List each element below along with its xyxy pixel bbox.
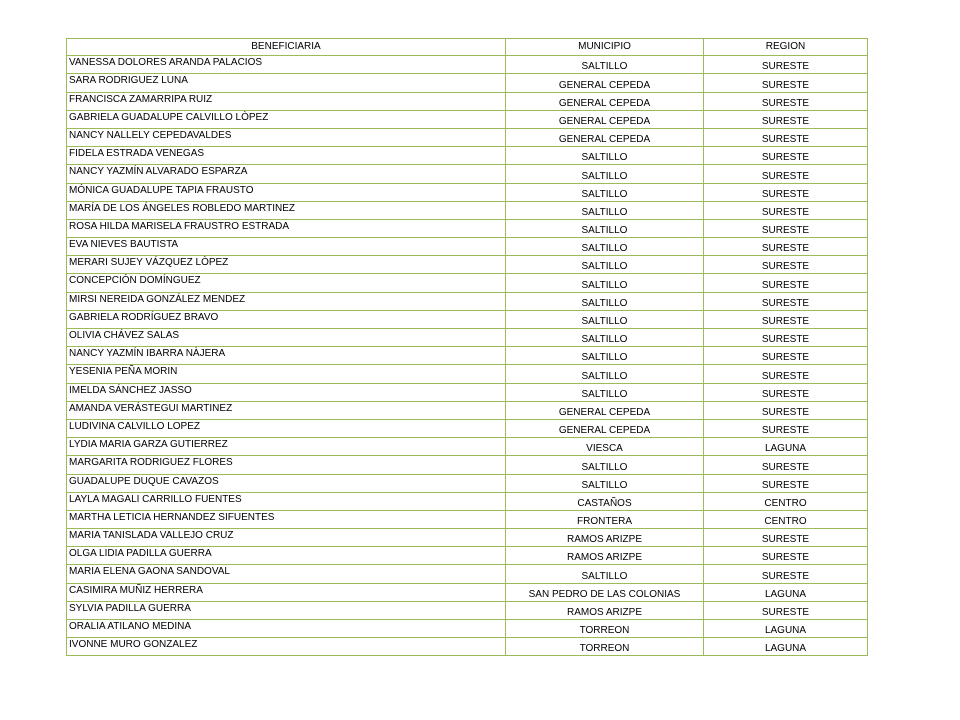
municipio-cell: SALTILLO <box>506 383 704 401</box>
beneficiaria-cell: EVA NIEVES BAUTISTA <box>67 238 506 256</box>
region-cell: LAGUNA <box>704 620 868 638</box>
beneficiaria-cell: GABRIELA RODRÍGUEZ BRAVO <box>67 310 506 328</box>
table-row <box>67 238 868 256</box>
region-cell: SURESTE <box>704 201 868 219</box>
table-row <box>67 474 868 492</box>
header-row <box>67 39 868 56</box>
region-cell: SURESTE <box>704 165 868 183</box>
table-row <box>67 565 868 583</box>
region-cell: SURESTE <box>704 56 868 74</box>
table-row <box>67 583 868 601</box>
municipio-cell: SALTILLO <box>506 219 704 237</box>
municipio-cell: GENERAL CEPEDA <box>506 401 704 419</box>
region-cell: LAGUNA <box>704 583 868 601</box>
table-row <box>67 419 868 437</box>
beneficiaria-cell: MÓNICA GUADALUPE TAPIA FRAUSTO <box>67 183 506 201</box>
municipio-cell: SALTILLO <box>506 56 704 74</box>
table-row <box>67 365 868 383</box>
beneficiaria-cell: MERARI SUJEY VÁZQUEZ LÒPEZ <box>67 256 506 274</box>
municipio-cell: SALTILLO <box>506 565 704 583</box>
table-row <box>67 620 868 638</box>
table-row <box>67 383 868 401</box>
municipio-cell: CASTAÑOS <box>506 492 704 510</box>
municipio-cell: SAN PEDRO DE LAS COLONIAS <box>506 583 704 601</box>
beneficiaria-cell: MARÍA DE LOS ÁNGELES ROBLEDO MARTINEZ <box>67 201 506 219</box>
table-row <box>67 347 868 365</box>
region-cell: SURESTE <box>704 419 868 437</box>
beneficiaries-sheet <box>66 38 866 656</box>
municipio-cell: VIESCA <box>506 438 704 456</box>
table-row <box>67 638 868 656</box>
header-region: REGION <box>704 39 868 56</box>
table-row <box>67 110 868 128</box>
table-row <box>67 492 868 510</box>
beneficiaria-cell: NANCY YAZMÍN IBARRA NÀJERA <box>67 347 506 365</box>
region-cell: SURESTE <box>704 292 868 310</box>
table-row <box>67 547 868 565</box>
municipio-cell: SALTILLO <box>506 183 704 201</box>
region-cell: SURESTE <box>704 529 868 547</box>
beneficiaria-cell: LUDIVINA CALVILLO LOPEZ <box>67 419 506 437</box>
table-row <box>67 128 868 146</box>
table-row <box>67 310 868 328</box>
municipio-cell: SALTILLO <box>506 310 704 328</box>
table-row <box>67 510 868 528</box>
region-cell: SURESTE <box>704 456 868 474</box>
beneficiaria-cell: MARIA TANISLADA VALLEJO CRUZ <box>67 529 506 547</box>
beneficiaria-cell: AMANDA VERÁSTEGUI MARTINEZ <box>67 401 506 419</box>
table-row <box>67 92 868 110</box>
region-cell: LAGUNA <box>704 638 868 656</box>
region-cell: SURESTE <box>704 256 868 274</box>
beneficiaria-cell: GABRIELA GUADALUPE CALVILLO LÒPEZ <box>67 110 506 128</box>
beneficiaria-cell: MARIA ELENA GAONA SANDOVAL <box>67 565 506 583</box>
region-cell: SURESTE <box>704 474 868 492</box>
region-cell: SURESTE <box>704 147 868 165</box>
region-cell: SURESTE <box>704 128 868 146</box>
municipio-cell: TORREON <box>506 620 704 638</box>
table-row <box>67 438 868 456</box>
municipio-cell: SALTILLO <box>506 456 704 474</box>
beneficiaria-cell: IVONNE MURO GONZALEZ <box>67 638 506 656</box>
region-cell: SURESTE <box>704 365 868 383</box>
table-row <box>67 601 868 619</box>
region-cell: SURESTE <box>704 238 868 256</box>
beneficiaria-cell: VANESSA DOLORES ARANDA PALACIOS <box>67 56 506 74</box>
beneficiaria-cell: CONCEPCIÓN DOMÍNGUEZ <box>67 274 506 292</box>
region-cell: CENTRO <box>704 492 868 510</box>
table-row <box>67 401 868 419</box>
municipio-cell: RAMOS ARIZPE <box>506 601 704 619</box>
region-cell: SURESTE <box>704 383 868 401</box>
beneficiaria-cell: IMELDA SÁNCHEZ JASSO <box>67 383 506 401</box>
region-cell: SURESTE <box>704 601 868 619</box>
table-row <box>67 219 868 237</box>
municipio-cell: SALTILLO <box>506 365 704 383</box>
municipio-cell: SALTILLO <box>506 165 704 183</box>
region-cell: SURESTE <box>704 565 868 583</box>
table-row <box>67 329 868 347</box>
table-row <box>67 56 868 74</box>
table-row <box>67 165 868 183</box>
beneficiaria-cell: LYDIA MARIA GARZA GUTIERREZ <box>67 438 506 456</box>
table-row <box>67 456 868 474</box>
beneficiaria-cell: ORALIA ATILANO MEDINA <box>67 620 506 638</box>
table-row <box>67 274 868 292</box>
region-cell: SURESTE <box>704 401 868 419</box>
region-cell: CENTRO <box>704 510 868 528</box>
region-cell: SURESTE <box>704 74 868 92</box>
beneficiaria-cell: MARGARITA RODRIGUEZ FLORES <box>67 456 506 474</box>
table-row <box>67 183 868 201</box>
region-cell: LAGUNA <box>704 438 868 456</box>
region-cell: SURESTE <box>704 110 868 128</box>
region-cell: SURESTE <box>704 274 868 292</box>
beneficiaria-cell: YESENIA PEÑA MORIN <box>67 365 506 383</box>
beneficiaria-cell: OLIVIA CHÁVEZ SALAS <box>67 329 506 347</box>
municipio-cell: SALTILLO <box>506 256 704 274</box>
municipio-cell: GENERAL CEPEDA <box>506 92 704 110</box>
table-row <box>67 147 868 165</box>
beneficiaria-cell: CASIMIRA MUÑIZ HERRERA <box>67 583 506 601</box>
beneficiaria-cell: SYLVIA PADILLA GUERRA <box>67 601 506 619</box>
region-cell: SURESTE <box>704 183 868 201</box>
table-row <box>67 256 868 274</box>
municipio-cell: RAMOS ARIZPE <box>506 547 704 565</box>
region-cell: SURESTE <box>704 310 868 328</box>
table-row <box>67 292 868 310</box>
municipio-cell: SALTILLO <box>506 474 704 492</box>
municipio-cell: TORREON <box>506 638 704 656</box>
municipio-cell: RAMOS ARIZPE <box>506 529 704 547</box>
municipio-cell: FRONTERA <box>506 510 704 528</box>
municipio-cell: SALTILLO <box>506 347 704 365</box>
region-cell: SURESTE <box>704 92 868 110</box>
region-cell: SURESTE <box>704 347 868 365</box>
beneficiaria-cell: GUADALUPE DUQUE CAVAZOS <box>67 474 506 492</box>
municipio-cell: GENERAL CEPEDA <box>506 419 704 437</box>
beneficiaries-table <box>66 38 868 656</box>
beneficiaria-cell: NANCY YAZMÍN ALVARADO ESPARZA <box>67 165 506 183</box>
beneficiaria-cell: FRANCISCA ZAMARRIPA RUIZ <box>67 92 506 110</box>
beneficiaria-cell: OLGA LIDIA PADILLA GUERRA <box>67 547 506 565</box>
region-cell: SURESTE <box>704 329 868 347</box>
municipio-cell: SALTILLO <box>506 147 704 165</box>
beneficiaria-cell: MIRSI NEREIDA GONZÁLEZ MENDEZ <box>67 292 506 310</box>
beneficiaria-cell: SARA RODRIGUEZ LUNA <box>67 74 506 92</box>
table-row <box>67 529 868 547</box>
municipio-cell: GENERAL CEPEDA <box>506 110 704 128</box>
region-cell: SURESTE <box>704 547 868 565</box>
beneficiaria-cell: NANCY NALLELY CEPEDAVALDES <box>67 128 506 146</box>
municipio-cell: SALTILLO <box>506 238 704 256</box>
municipio-cell: SALTILLO <box>506 201 704 219</box>
beneficiaria-cell: ROSA HILDA MARISELA FRAUSTRO ESTRADA <box>67 219 506 237</box>
beneficiaria-cell: FIDELA ESTRADA VENEGAS <box>67 147 506 165</box>
region-cell: SURESTE <box>704 219 868 237</box>
municipio-cell: GENERAL CEPEDA <box>506 74 704 92</box>
header-beneficiaria: BENEFICIARIA <box>67 39 506 56</box>
table-row <box>67 74 868 92</box>
beneficiaria-cell: MARTHA LETICIA HERNANDEZ SIFUENTES <box>67 510 506 528</box>
municipio-cell: SALTILLO <box>506 274 704 292</box>
municipio-cell: SALTILLO <box>506 329 704 347</box>
beneficiaria-cell: LAYLA MAGALI CARRILLO FUENTES <box>67 492 506 510</box>
municipio-cell: GENERAL CEPEDA <box>506 128 704 146</box>
table-body <box>67 56 868 656</box>
header-municipio: MUNICIPIO <box>506 39 704 56</box>
municipio-cell: SALTILLO <box>506 292 704 310</box>
table-row <box>67 201 868 219</box>
